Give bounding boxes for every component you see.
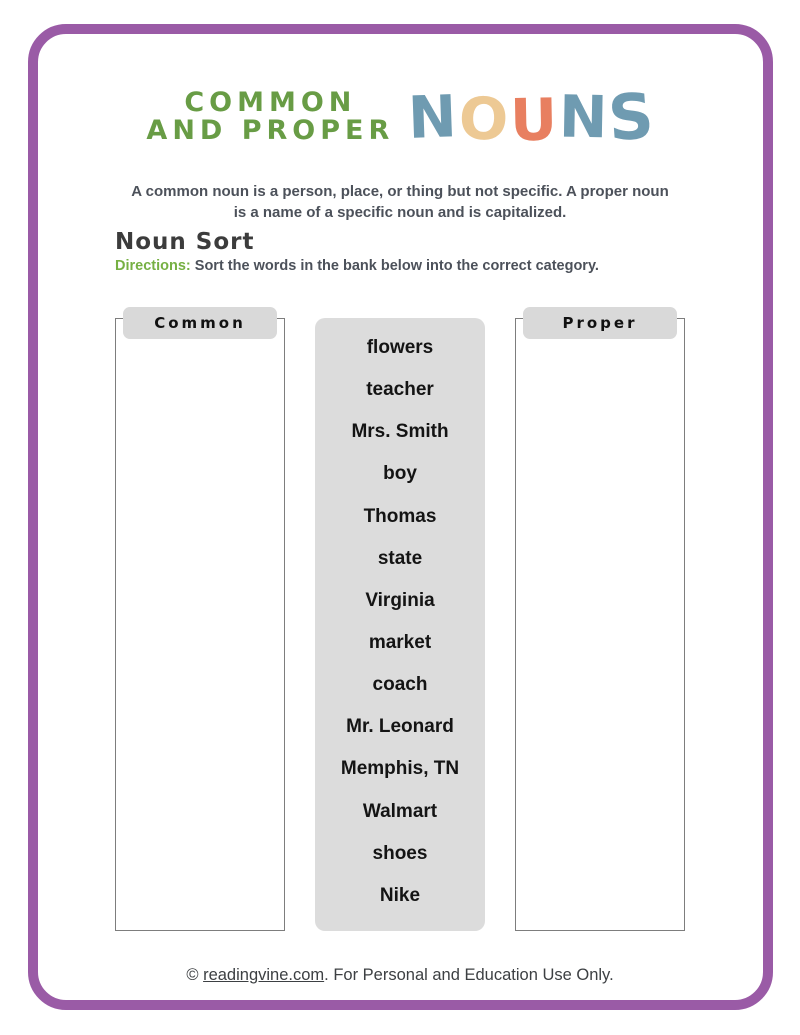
common-column-header: Common (123, 307, 277, 339)
copyright-prefix: © (186, 966, 204, 984)
title-letter-s-4: S (605, 78, 658, 156)
word-bank-item: teacher (366, 379, 434, 401)
directions-label: Directions: (115, 258, 191, 274)
word-bank-item: shoes (372, 842, 428, 864)
word-bank-item: Nike (379, 884, 421, 906)
word-bank (315, 318, 485, 931)
title-letter-n-3: N (558, 82, 611, 152)
intro-text (0, 181, 800, 223)
title-common-and-proper (146, 86, 395, 146)
readingvine-link[interactable]: readingvine.com (203, 966, 325, 984)
worksheet-title (0, 78, 800, 156)
word-bank-item: Memphis, TN (340, 758, 460, 780)
word-bank-item: Mr. Leonard (346, 716, 454, 738)
word-bank-item: Walmart (362, 800, 438, 822)
directions-text: Sort the words in the bank below into the correct category. (194, 258, 599, 274)
title-letter-o-1: O (457, 84, 512, 154)
word-bank-item: market (368, 631, 432, 653)
word-bank-item: boy (383, 463, 417, 485)
title-line-2: AND PROPER (146, 115, 395, 146)
intro-line-1: A common noun is a person, place, or thing but not specific. A proper noun (131, 183, 669, 200)
sort-area (0, 314, 800, 931)
word-bank-item: Mrs. Smith (351, 421, 449, 443)
proper-column-header: Proper (523, 307, 677, 339)
title-letter-u-2: U (509, 85, 560, 155)
word-bank-item: flowers (366, 337, 434, 358)
directions (115, 258, 599, 274)
intro-line-2: is a name of a specific noun and is capitalized. (233, 204, 567, 221)
footer-copyright (0, 966, 800, 985)
title-letter-n-0: N (407, 82, 460, 152)
word-bank-item: Virginia (365, 589, 435, 611)
common-column-box (115, 314, 285, 931)
word-bank-item: state (377, 547, 423, 569)
word-bank-item: coach (372, 674, 428, 696)
copyright-suffix: . For Personal and Education Use Only. (324, 966, 614, 984)
activity-heading: Noun Sort (115, 229, 255, 255)
word-bank-item: Thomas (363, 505, 437, 527)
title-line-1: COMMON (184, 86, 357, 118)
title-nouns (407, 78, 658, 156)
proper-column-box (515, 314, 685, 931)
